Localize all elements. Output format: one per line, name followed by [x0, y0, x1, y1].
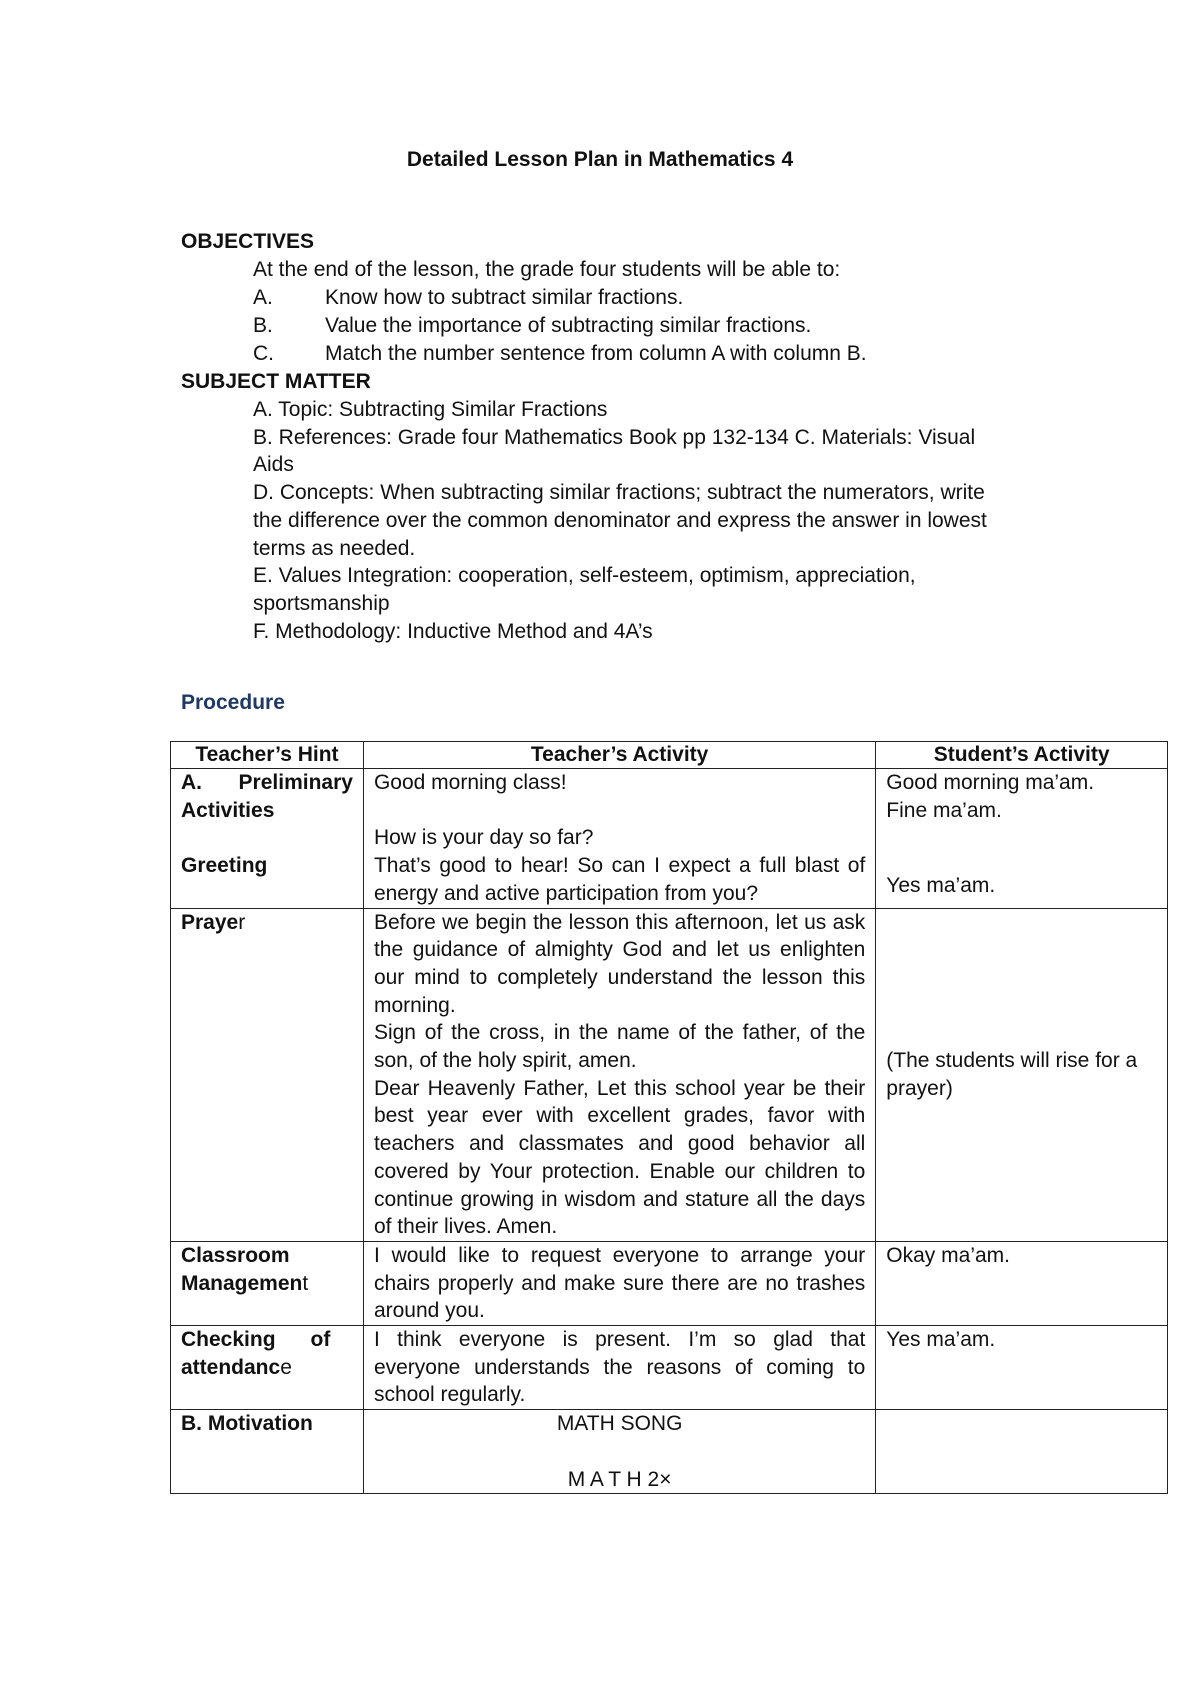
teacher-text: How is your day so far? — [373, 826, 594, 850]
column-header-students-activity: Student’s Activity — [876, 742, 1168, 769]
table-row-motivation — [171, 1410, 1168, 1494]
hint-management-tail: t — [302, 1271, 309, 1295]
teacher-text: Dear Heavenly Father, Let this school year be their best year ever with excellent grades, favor with teachers and classmates and good behavior all covered by Your protection. Enable our children to continue growing in wisdom and stature all the days of their lives. Amen. — [373, 1076, 866, 1239]
objective-letter: B. — [253, 314, 273, 337]
objectives-intro: At the end of the lesson, the grade four students will be able to: — [253, 258, 841, 281]
student-activity-cell — [876, 1410, 1168, 1494]
objective-letter: A. — [253, 286, 273, 309]
subject-matter-heading: SUBJECT MATTER — [181, 370, 371, 393]
subject-matter-body — [253, 396, 1013, 645]
column-header-teachers-activity: Teacher’s Activity — [363, 742, 875, 769]
table-row-attendance — [171, 1326, 1168, 1410]
hint-greeting: Greeting — [181, 854, 268, 878]
hint-preliminary: A. Preliminary Activities — [181, 771, 353, 822]
objective-text: Match the number sentence from column A with column B. — [325, 342, 867, 365]
hint-management: Managemen — [181, 1271, 303, 1295]
subject-methodology: F. Methodology: Inductive Method and 4A’s — [253, 619, 653, 643]
hint-cell — [171, 1410, 364, 1494]
hint-classroom: Classroom — [181, 1243, 290, 1267]
student-activity-cell — [876, 1241, 1168, 1325]
procedure-heading: Procedure — [181, 691, 285, 714]
teacher-activity-cell — [363, 769, 875, 909]
procedure-table — [170, 741, 1168, 1494]
student-text: Yes ma’am. — [886, 1328, 996, 1352]
hint-attendance: attendanc — [181, 1355, 281, 1379]
student-text: Yes ma’am. — [886, 874, 996, 898]
column-header-teachers-hint: Teacher’s Hint — [171, 742, 364, 769]
student-text: (The students will rise for a prayer) — [886, 1049, 1138, 1100]
hint-cell — [171, 1241, 364, 1325]
objective-text: Know how to subtract similar fractions. — [325, 286, 684, 309]
hint-checking: Checking of — [181, 1328, 331, 1352]
student-text: Okay ma’am. — [886, 1243, 1010, 1267]
teacher-text: That’s good to hear! So can I expect a full blast of energy and active participation from you? — [373, 854, 866, 905]
objectives-heading: OBJECTIVES — [181, 230, 315, 253]
objective-item-c — [253, 340, 867, 367]
table-row-preliminary — [171, 769, 1168, 909]
objective-letter: C. — [253, 342, 274, 365]
hint-cell — [171, 1326, 364, 1410]
teacher-text: Sign of the cross, in the name of the father, of the son, of the holy spirit, amen. — [373, 1021, 866, 1073]
table-header-row — [171, 742, 1168, 769]
hint-motivation: B. Motivation — [181, 1412, 313, 1436]
hint-attendance-tail: e — [280, 1355, 292, 1379]
teacher-text: Good morning class! — [373, 771, 567, 794]
table-row-prayer — [171, 908, 1168, 1241]
teacher-text: I would like to request everyone to arrange your chairs properly and make sure there are no trashes around you. — [373, 1243, 866, 1323]
objective-item-b — [253, 312, 811, 339]
subject-references: B. References: Grade four Mathematics Book pp 132-134 C. Materials: Visual Aids — [253, 425, 976, 477]
teacher-text: Before we begin the lesson this afternoon, let us ask the guidance of almighty God and let us enlighten our mind to completely understand the lesson this morning. — [373, 910, 866, 1017]
student-activity-cell — [876, 769, 1168, 909]
teacher-activity-cell — [363, 1326, 875, 1410]
student-activity-cell — [876, 908, 1168, 1241]
objective-item-a — [253, 284, 683, 311]
page-title: Detailed Lesson Plan in Mathematics 4 — [406, 148, 794, 171]
table-row-classroom-management — [171, 1241, 1168, 1325]
objective-text: Value the importance of subtracting similar fractions. — [325, 314, 812, 337]
teacher-activity-cell — [363, 908, 875, 1241]
subject-topic: A. Topic: Subtracting Similar Fractions — [253, 398, 608, 421]
student-activity-cell — [876, 1326, 1168, 1410]
teacher-text: I think everyone is present. I’m so glad that everyone understands the reasons of coming to school regularly. — [373, 1328, 866, 1407]
song-line: M A T H 2× — [567, 1467, 672, 1491]
hint-cell — [171, 908, 364, 1241]
teacher-activity-cell — [363, 1241, 875, 1325]
teacher-activity-cell — [363, 1410, 875, 1494]
hint-prayer: Praye — [181, 910, 239, 934]
student-text: Fine ma’am. — [886, 798, 1002, 822]
subject-concepts: D. Concepts: When subtracting similar fractions; subtract the numerators, write the difference over the common denominator and express the answer in lowest terms as needed. — [253, 481, 987, 560]
hint-cell — [171, 769, 364, 909]
song-title: MATH SONG — [556, 1412, 683, 1436]
hint-prayer-tail: r — [238, 910, 246, 934]
subject-values: E. Values Integration: cooperation, self-esteem, optimism, appreciation, sportsmanship — [253, 564, 916, 615]
student-text: Good morning ma’am. — [886, 771, 1095, 794]
